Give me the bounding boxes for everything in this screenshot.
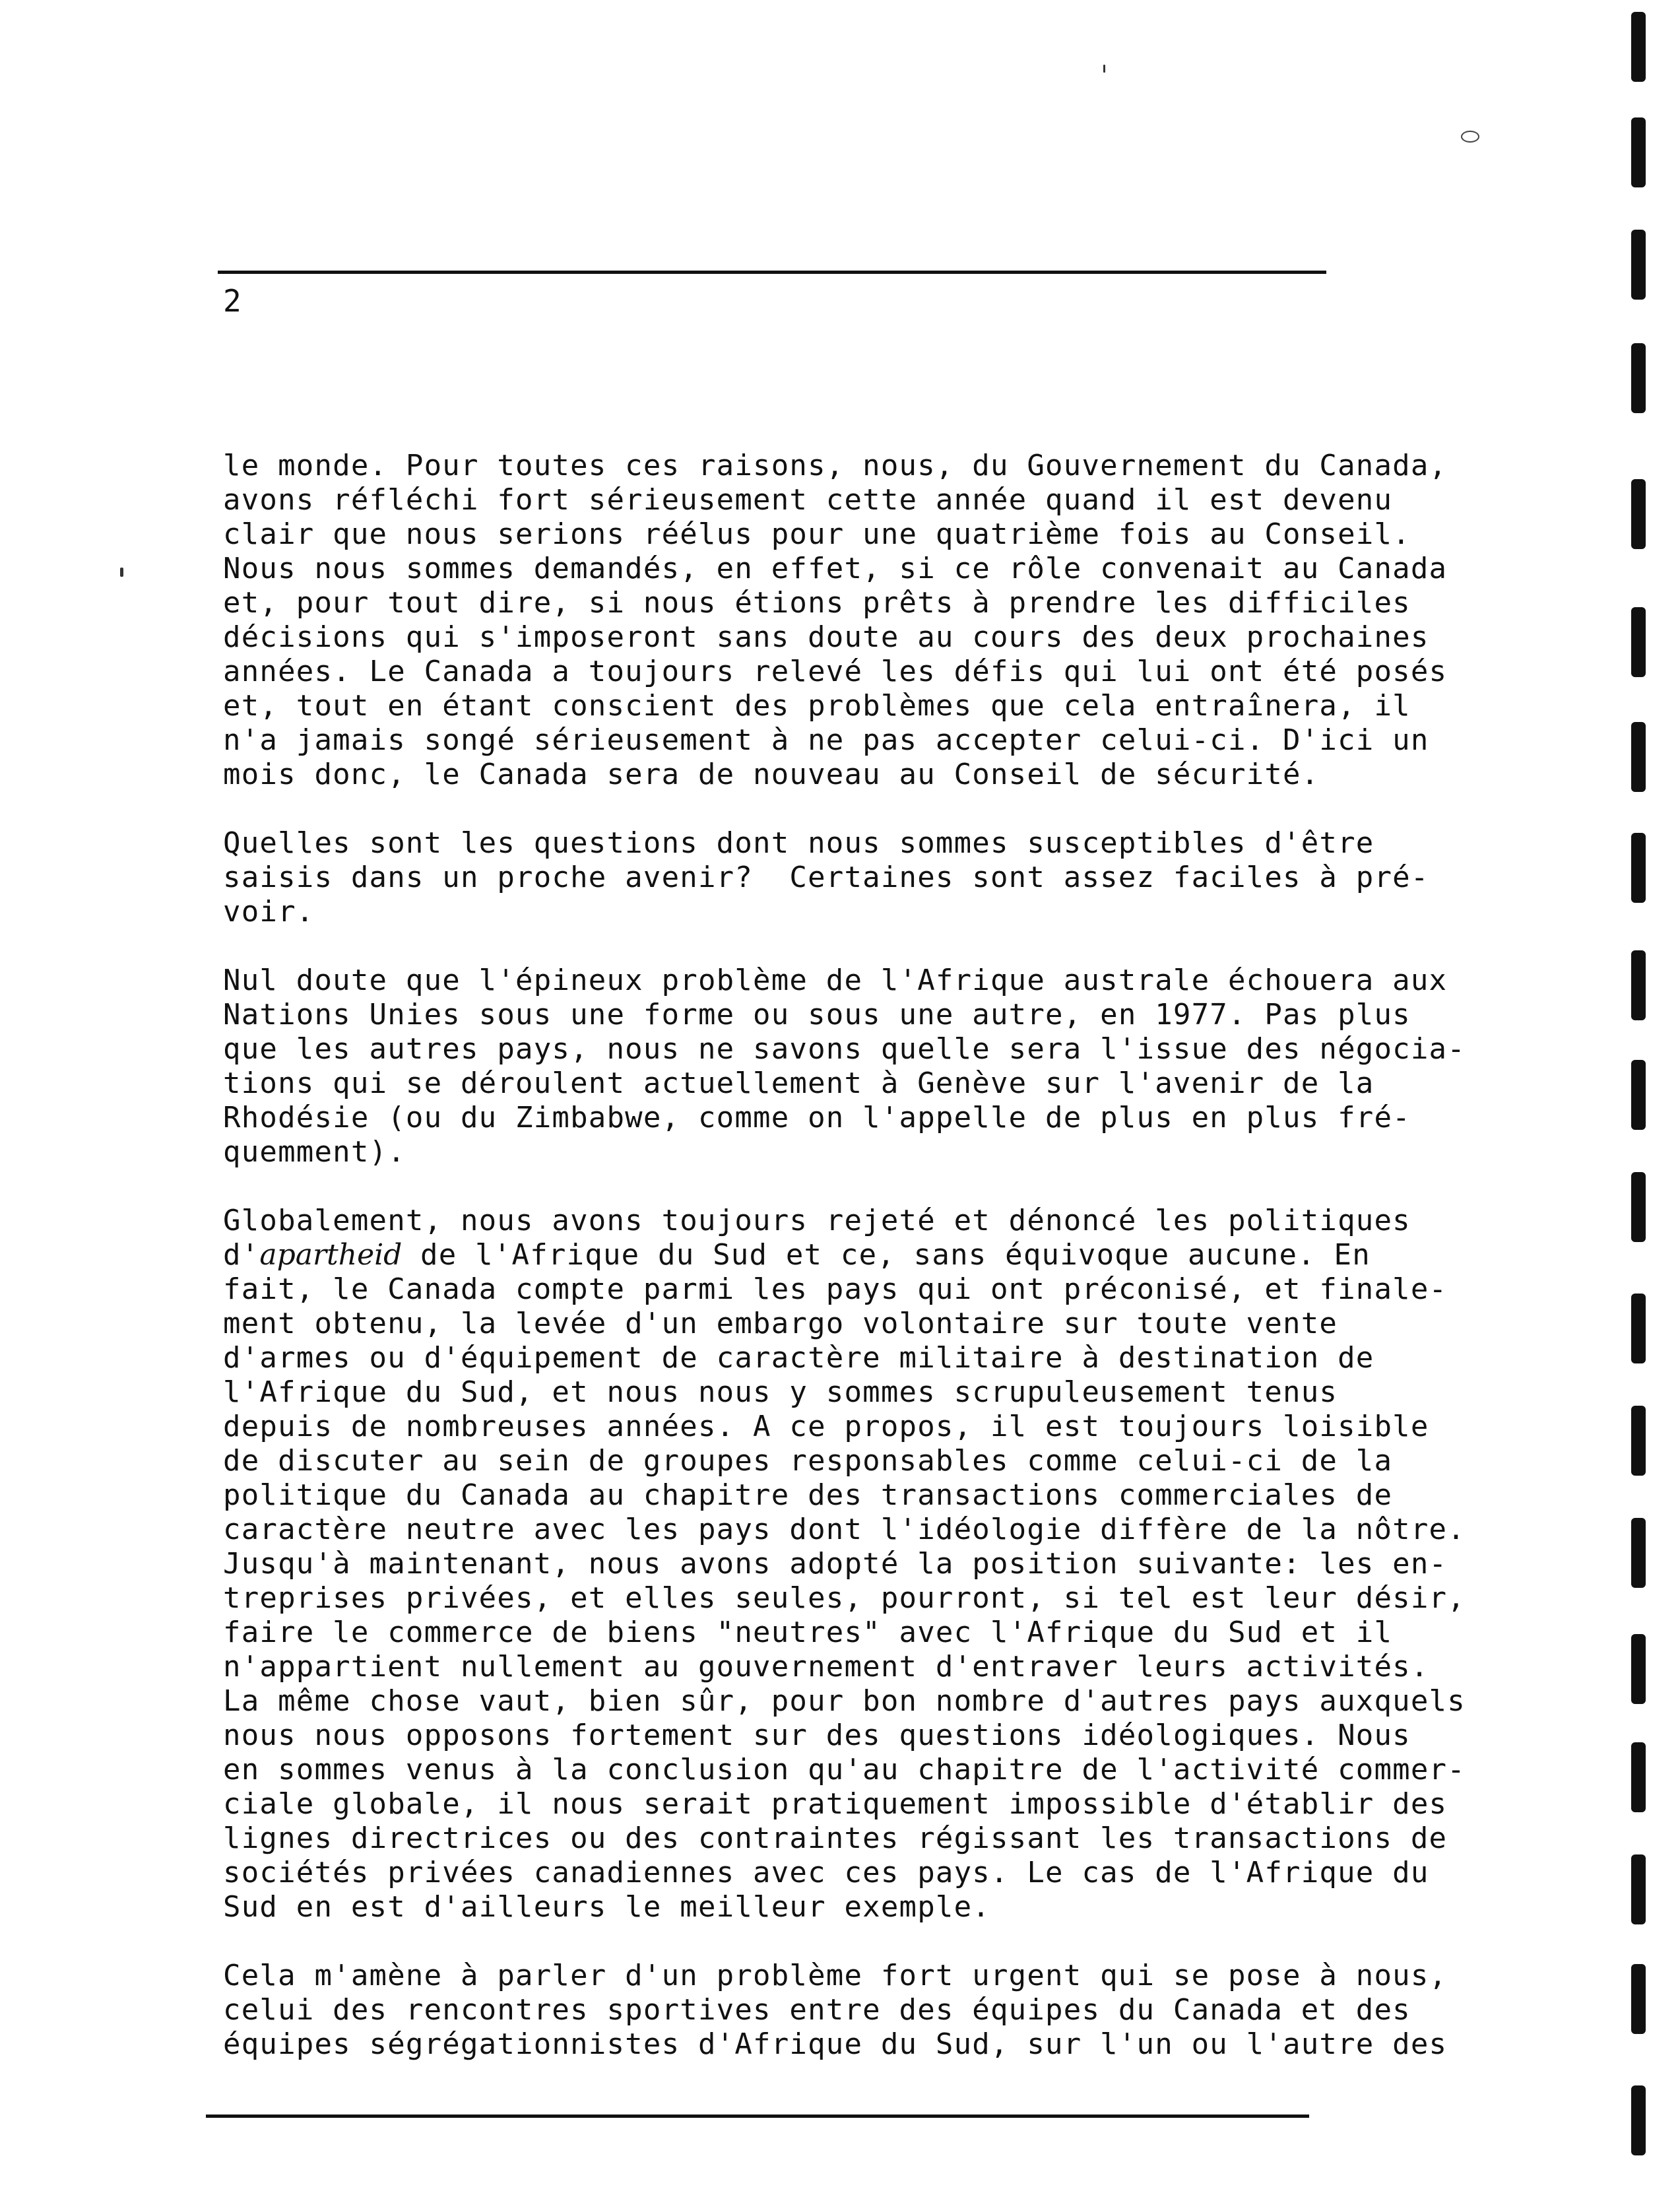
page-number: 2 bbox=[223, 283, 242, 319]
text-line: tions qui se déroulent actuellement à Genève sur l'avenir de la bbox=[223, 1066, 1374, 1100]
text-line: n'a jamais songé sérieusement à ne pas accepter celui-ci. D'ici un bbox=[223, 723, 1429, 757]
text-line: treprises privées, et elles seules, pourront, si tel est leur désir, bbox=[223, 1581, 1466, 1615]
binding-hole-mark bbox=[1631, 230, 1646, 300]
text-fragment: de l'Afrique du Sud et ce, sans équivoque aucune. En bbox=[402, 1238, 1371, 1272]
bottom-rule bbox=[206, 2115, 1309, 2118]
paragraph-5 bbox=[223, 1959, 1448, 2062]
text-line: caractère neutre avec les pays dont l'idéologie diffère de la nôtre. bbox=[223, 1513, 1466, 1546]
text-line: d'armes ou d'équipement de caractère militaire à destination de bbox=[223, 1341, 1374, 1375]
text-line: voir. bbox=[223, 895, 315, 929]
binding-hole-mark bbox=[1631, 607, 1646, 677]
binding-hole-mark bbox=[1631, 12, 1646, 82]
text-line: Rhodésie (ou du Zimbabwe, comme on l'appelle de plus en plus fré- bbox=[223, 1101, 1411, 1134]
text-line: Cela m'amène à parler d'un problème fort urgent qui se pose à nous, bbox=[223, 1959, 1448, 1992]
text-line: sociétés privées canadiennes avec ces pays. Le cas de l'Afrique du bbox=[223, 1856, 1429, 1889]
text-line: décisions qui s'imposeront sans doute au cours des deux prochaines bbox=[223, 620, 1429, 654]
text-line: ment obtenu, la levée d'un embargo volontaire sur toute vente bbox=[223, 1307, 1338, 1340]
text-line: faire le commerce de biens "neutres" avec l'Afrique du Sud et il bbox=[223, 1616, 1393, 1649]
text-line: l'Afrique du Sud, et nous nous y sommes scrupuleusement tenus bbox=[223, 1375, 1338, 1409]
text-line: et, pour tout dire, si nous étions prêts à prendre les difficiles bbox=[223, 586, 1411, 620]
paragraph-1 bbox=[223, 449, 1448, 792]
paragraph-2 bbox=[223, 826, 1429, 929]
binding-hole-mark bbox=[1631, 950, 1646, 1020]
binding-hole-mark bbox=[1631, 343, 1646, 413]
binding-hole-mark bbox=[1631, 1634, 1646, 1704]
scan-speck bbox=[1461, 131, 1479, 143]
text-line: saisis dans un proche avenir? Certaines sont assez faciles à pré- bbox=[223, 861, 1429, 894]
binding-hole-mark bbox=[1631, 1060, 1646, 1130]
text-line: Quelles sont les questions dont nous sommes susceptibles d'être bbox=[223, 826, 1374, 860]
text-line: Nul doute que l'épineux problème de l'Afrique australe échouera aux bbox=[223, 964, 1448, 997]
text-line: Nations Unies sous une forme ou sous une autre, en 1977. Pas plus bbox=[223, 998, 1411, 1032]
text-line: n'appartient nullement au gouvernement d'entraver leurs activités. bbox=[223, 1650, 1429, 1684]
text-line-with-italic bbox=[223, 1238, 1371, 1272]
binding-hole-mark bbox=[1631, 1172, 1646, 1242]
text-line: équipes ségrégationnistes d'Afrique du Sud, sur l'un ou l'autre des bbox=[223, 2027, 1448, 2061]
binding-hole-mark bbox=[1631, 479, 1646, 549]
text-line: fait, le Canada compte parmi les pays qui ont préconisé, et finale- bbox=[223, 1272, 1448, 1306]
binding-hole-mark bbox=[1631, 1294, 1646, 1363]
text-line: nous nous opposons fortement sur des questions idéologiques. Nous bbox=[223, 1719, 1411, 1752]
binding-hole-mark bbox=[1631, 722, 1646, 792]
text-line: La même chose vaut, bien sûr, pour bon nombre d'autres pays auxquels bbox=[223, 1684, 1466, 1718]
binding-holes bbox=[1623, 0, 1663, 2197]
text-line: Globalement, nous avons toujours rejeté et dénoncé les politiques bbox=[223, 1204, 1411, 1237]
binding-hole-mark bbox=[1631, 2085, 1646, 2155]
text-line: que les autres pays, nous ne savons quelle sera l'issue des négocia- bbox=[223, 1032, 1466, 1066]
binding-hole-mark bbox=[1631, 1406, 1646, 1476]
text-line: quemment). bbox=[223, 1135, 406, 1169]
text-line: et, tout en étant conscient des problèmes que cela entraînera, il bbox=[223, 689, 1411, 723]
top-rule bbox=[218, 271, 1326, 274]
binding-hole-mark bbox=[1631, 1742, 1646, 1812]
italic-term: apartheid bbox=[259, 1238, 403, 1272]
paragraph-4 bbox=[223, 1204, 1466, 1924]
text-line: ciale globale, il nous serait pratiquement impossible d'établir des bbox=[223, 1787, 1448, 1821]
text-line: depuis de nombreuses années. A ce propos, il est toujours loisible bbox=[223, 1410, 1429, 1443]
text-line: politique du Canada au chapitre des transactions commerciales de bbox=[223, 1478, 1393, 1512]
binding-hole-mark bbox=[1631, 117, 1646, 187]
text-fragment: d' bbox=[223, 1238, 260, 1272]
text-line: Sud en est d'ailleurs le meilleur exemple. bbox=[223, 1890, 990, 1924]
body-text bbox=[223, 449, 1466, 2096]
binding-hole-mark bbox=[1631, 833, 1646, 903]
binding-hole-mark bbox=[1631, 1964, 1646, 2034]
scan-speck bbox=[120, 568, 123, 577]
text-line: en sommes venus à la conclusion qu'au chapitre de l'activité commer- bbox=[223, 1753, 1466, 1787]
text-line: lignes directrices ou des contraintes régissant les transactions de bbox=[223, 1821, 1448, 1855]
text-line: de discuter au sein de groupes responsables comme celui-ci de la bbox=[223, 1444, 1393, 1478]
text-line: années. Le Canada a toujours relevé les défis qui lui ont été posés bbox=[223, 655, 1448, 688]
binding-hole-mark bbox=[1631, 1854, 1646, 1924]
scan-speck bbox=[1103, 65, 1105, 73]
text-line: le monde. Pour toutes ces raisons, nous, du Gouvernement du Canada, bbox=[223, 449, 1448, 482]
text-line: Nous nous sommes demandés, en effet, si ce rôle convenait au Canada bbox=[223, 552, 1448, 585]
text-line: mois donc, le Canada sera de nouveau au Conseil de sécurité. bbox=[223, 758, 1320, 791]
text-line: celui des rencontres sportives entre des équipes du Canada et des bbox=[223, 1993, 1411, 2027]
paragraph-3 bbox=[223, 964, 1466, 1169]
text-line: Jusqu'à maintenant, nous avons adopté la position suivante: les en- bbox=[223, 1547, 1448, 1581]
text-line: avons réfléchi fort sérieusement cette année quand il est devenu bbox=[223, 483, 1393, 517]
binding-hole-mark bbox=[1631, 1518, 1646, 1588]
text-line: clair que nous serions réélus pour une quatrième fois au Conseil. bbox=[223, 517, 1411, 551]
